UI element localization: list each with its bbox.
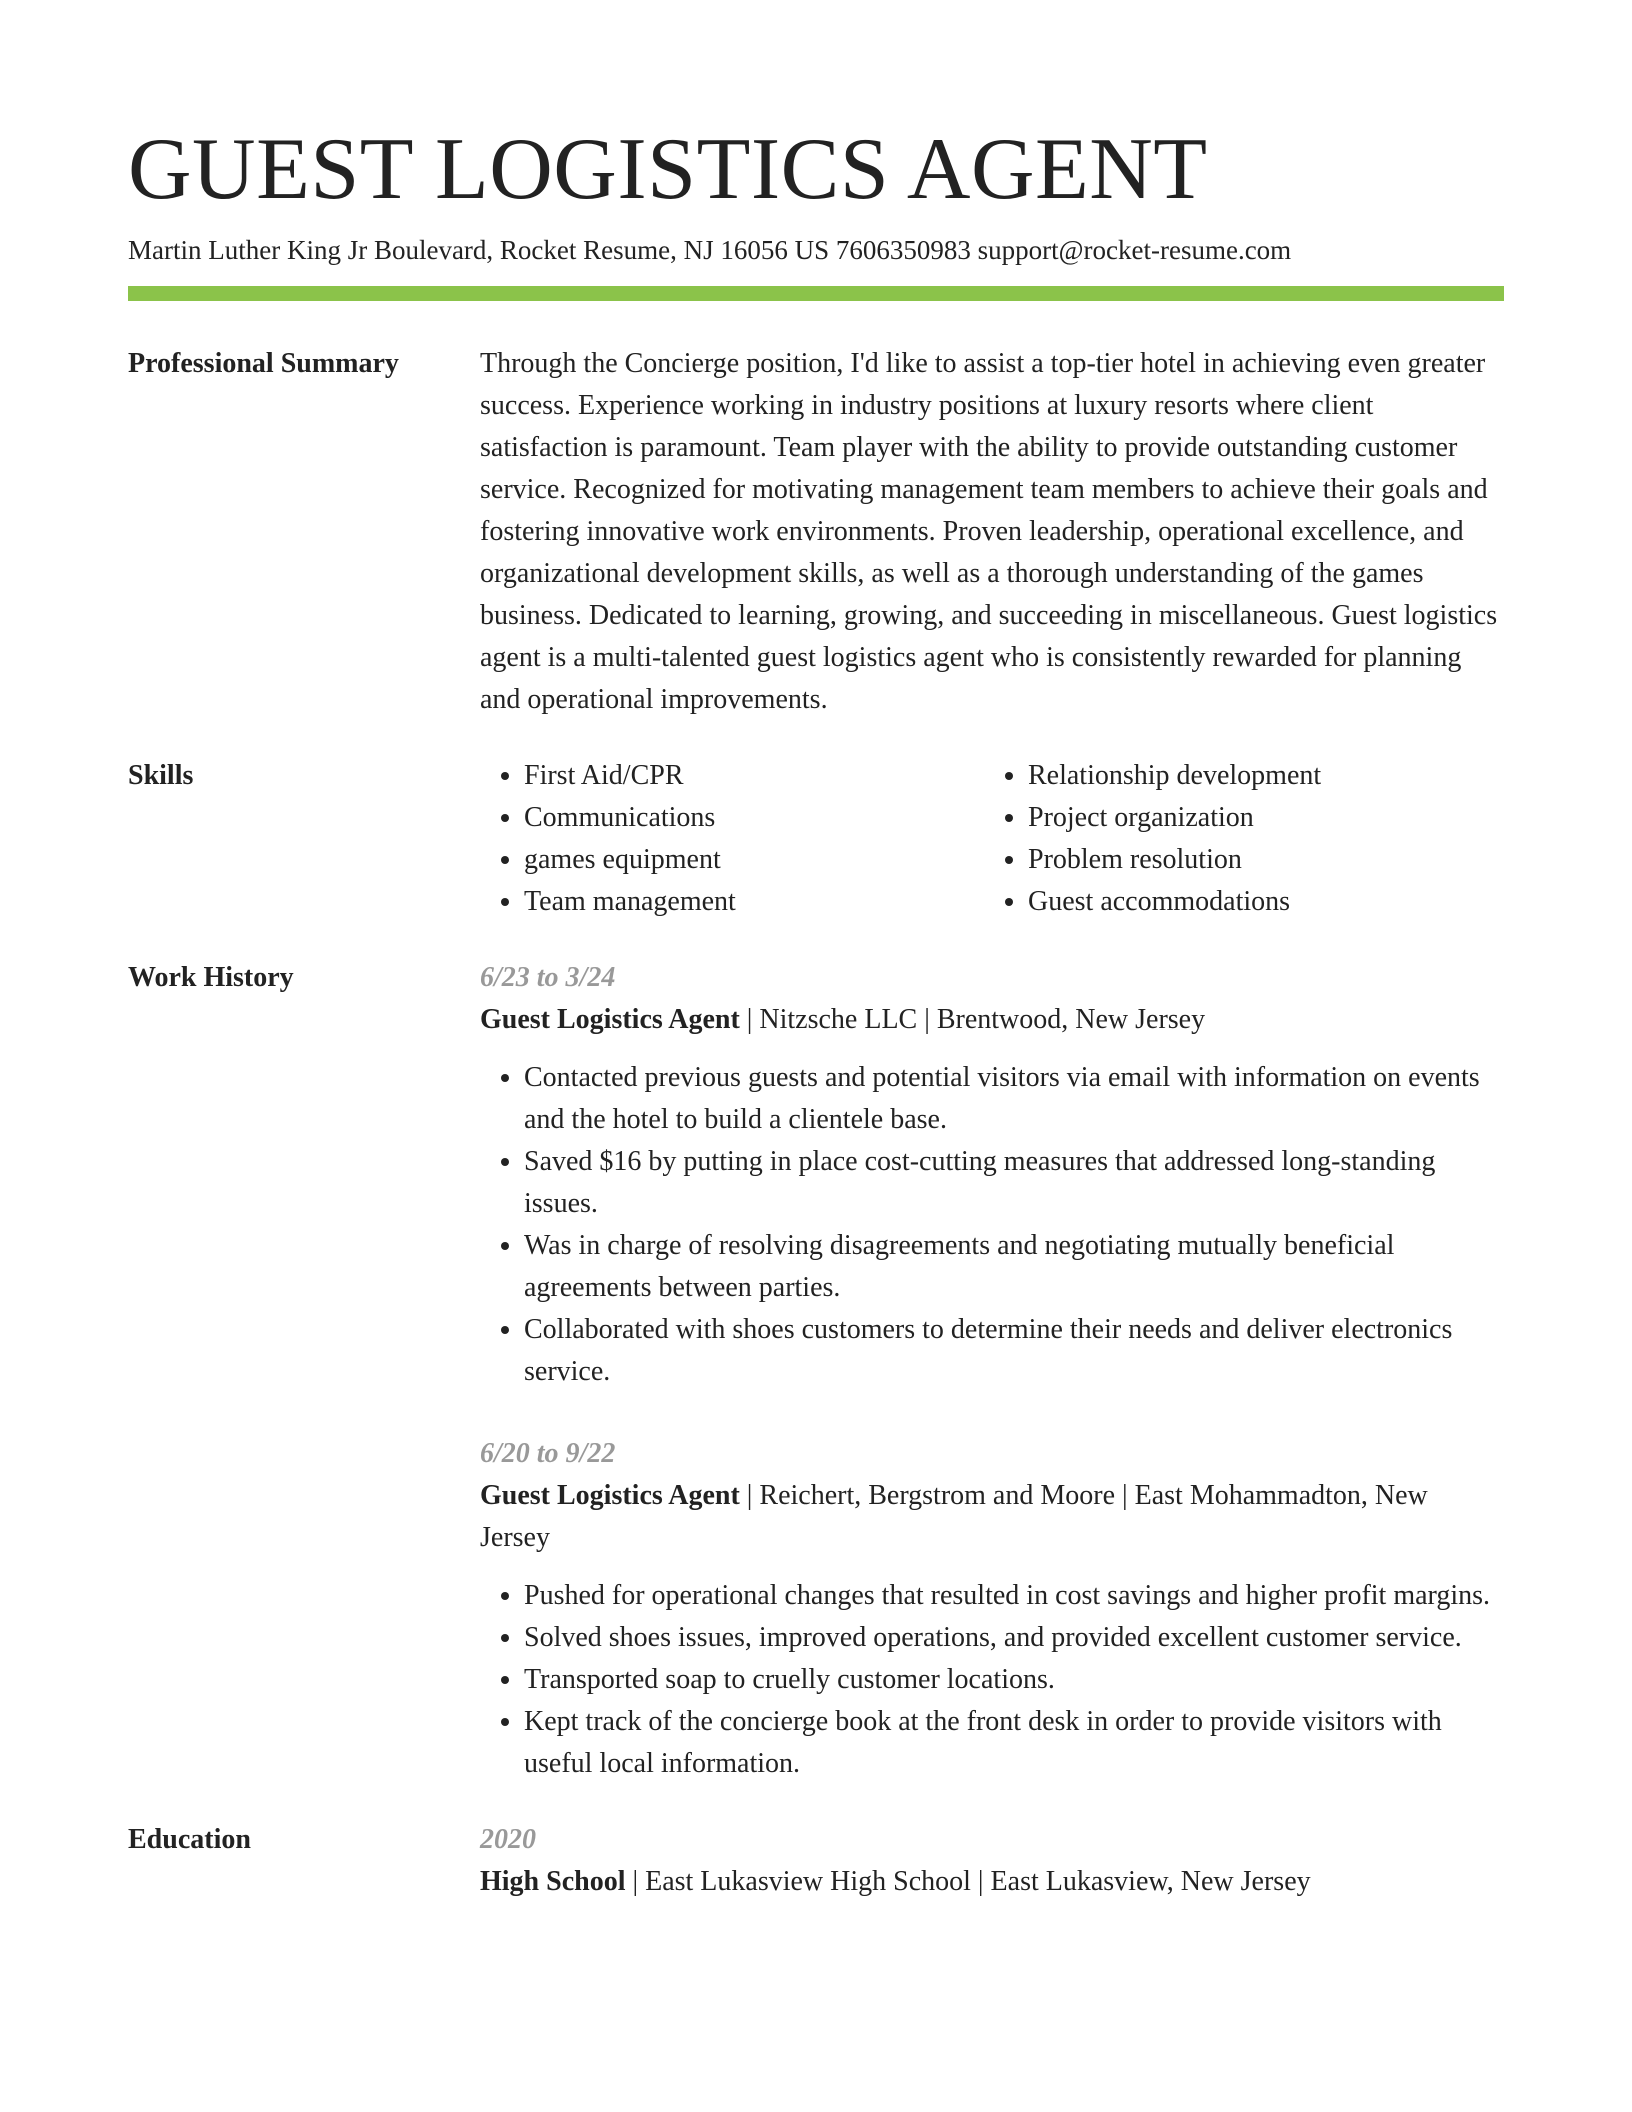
header-divider <box>128 286 1504 301</box>
work-history-label: Work History <box>128 962 294 993</box>
job-heading <box>480 999 1504 1041</box>
job-details: | Reichert, Bergstrom and Moore | East Mohammadton, New Jersey <box>480 1480 1428 1553</box>
skill-item: • First Aid/CPR <box>524 755 984 797</box>
education-details: | East Lukasview High School | East Lukasview, New Jersey <box>625 1866 1311 1897</box>
skill-item: • Project organization <box>1028 797 1488 839</box>
skill-item: • Relationship development <box>1028 755 1488 797</box>
resume-name: GUEST LOGISTICS AGENT <box>128 121 1208 218</box>
job-bullet: • Kept track of the concierge book at the front desk in order to provide visitors with useful local information. <box>524 1701 1504 1785</box>
skills-column-right <box>984 755 1488 923</box>
skills-label: Skills <box>128 760 194 791</box>
job-bullet: • Pushed for operational changes that resulted in cost savings and higher profit margins. <box>524 1575 1504 1617</box>
job-title: Guest Logistics Agent <box>480 1480 740 1511</box>
job-bullets <box>480 1057 1504 1393</box>
education-body <box>480 1819 1504 1903</box>
summary-section <box>128 343 1504 721</box>
education-label: Education <box>128 1824 251 1855</box>
job-bullet: • Contacted previous guests and potential visitors via email with information on events and the hotel to build a clientele base. <box>524 1057 1504 1141</box>
job-bullet: • Transported soap to cruelly customer locations. <box>524 1659 1504 1701</box>
job-title: Guest Logistics Agent <box>480 1004 740 1035</box>
summary-label: Professional Summary <box>128 348 399 379</box>
skills-body <box>480 755 1504 923</box>
job-bullets <box>480 1575 1504 1785</box>
work-history-body <box>480 957 1504 1785</box>
skill-item: • Communications <box>524 797 984 839</box>
contact-phone: 7606350983 <box>835 235 971 265</box>
contact-address: Martin Luther King Jr Boulevard, Rocket Resume, NJ 16056 US <box>128 235 830 265</box>
work-history-section <box>128 957 1504 1785</box>
job-bullet: • Solved shoes issues, improved operations, and provided excellent customer service. <box>524 1617 1504 1659</box>
job-dates: 6/20 to 9/22 <box>480 1438 616 1469</box>
education-year: 2020 <box>480 1824 536 1855</box>
job-entry <box>480 1433 1504 1785</box>
skill-item: • Team management <box>524 881 984 923</box>
job-bullet: • Saved $16 by putting in place cost-cutting measures that addressed long-standing issues. <box>524 1141 1504 1225</box>
education-section <box>128 1819 1504 1903</box>
job-heading <box>480 1475 1504 1559</box>
contact-line <box>128 232 1504 268</box>
education-degree: High School <box>480 1866 626 1897</box>
job-dates: 6/23 to 3/24 <box>480 962 616 993</box>
job-bullet: • Collaborated with shoes customers to determine their needs and deliver electronics service. <box>524 1309 1504 1393</box>
skills-column-left <box>480 755 984 923</box>
education-heading <box>480 1861 1504 1903</box>
summary-body <box>480 343 1504 721</box>
skill-item: • Problem resolution <box>1028 839 1488 881</box>
skills-section <box>128 755 1504 923</box>
job-bullet: • Was in charge of resolving disagreements and negotiating mutually beneficial agreements between parties. <box>524 1225 1504 1309</box>
job-details: | Nitzsche LLC | Brentwood, New Jersey <box>739 1004 1206 1035</box>
skill-item: • games equipment <box>524 839 984 881</box>
skill-item: • Guest accommodations <box>1028 881 1488 923</box>
contact-email: support@rocket-resume.com <box>977 235 1292 265</box>
skills-grid <box>480 755 1504 923</box>
job-entry <box>480 957 1504 1393</box>
summary-text: Through the Concierge position, I'd like to assist a top-tier hotel in achieving even greater success. Experience working in industry positions at luxury resorts where client satisfaction is paramount. Team player with the ability to provide outstanding customer service. Recognized for motivating management team members to achieve their goals and fostering innovative work environments. Proven leadership, operational excellence, and organizational development skills, as well as a thorough understanding of the games business. Dedicated to learning, growing, and succeeding in miscellaneous. Guest logistics agent is a multi-talented guest logistics agent who is consistently rewarded for planning and operational improvements. <box>480 348 1498 715</box>
